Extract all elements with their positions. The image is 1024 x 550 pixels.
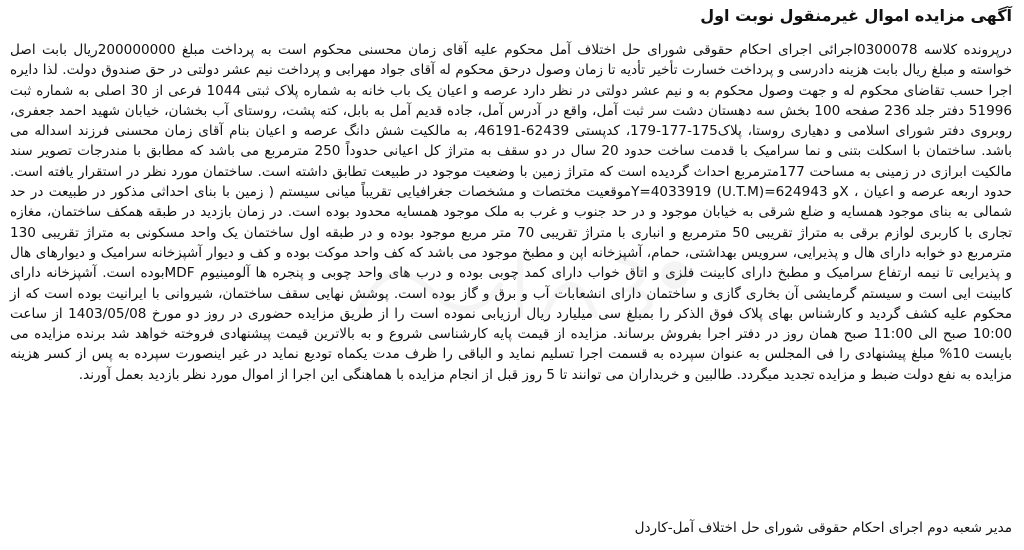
notice-body: درپرونده کلاسه 0300078اجرائی اجرای احکام حقوقی شورای حل اختلاف آمل محکوم علیه آقای زمان محسنی محکوم است به پرداخت مبلغ 200000000ریال بابت اصل خواسته و مبلغ ریال بابت هزینه دادرسی و پرداخت خسارت تأخیر تأدیه تا زمان وصول درحق محکوم له آقای جواد مهرابی و پرداخت نیم عشر دولتی در حق صندوق دولت. لذا دایره اجرا حسب تقاضای محکوم له و جهت وصول محکوم به و نیم عشر دولتی در نظر دارد عرصه و اعیان یک باب خانه به شماره پلاک ثبتی 1044 فرعی از 30 اصلی به شماره ثبت 51996 دفتر جلد 236 صفحه 100 بخش سه دهستان دشت سر ثبت آمل، واقع در آدرس آمل، جاده قدیم آمل به بابل، کته پشت، روستای آب بخشان، خیابان شهید احمد جعفری، روبروی دفتر شورای اسلامی و دهیاری روستا، پلاک175-177-179، کدپستی 62439-46191، به مالکیت شش دانگ عرصه و اعیان بنام آقای زمان محسنی فرزند اسداله می باشد. ساختمان با اسکلت بتنی و نما سرامیک با قدمت ساخت حدود 20 سال در دو سقف به متراژ کل اعیانی حدوداً 250 مترمربع می باشد که مطابق با مندرجات تصویر سند مالکیت ابرازی در زمینی به مساحت 177مترمربع احداث گردیده است که متراژ زمین با وضعیت موجود در طبیعت تطابق داشته است. ساختمان مورد نظر در استقرار یافته است. حدود اربعه عرصه و اعیان ، Xو 624943=Y=4033919 (U.T.M)موقعیت مختصات و مشخصات جغرافیایی تقریباً میانی سیستم ( زمین با بنای احداثی مذکور در طبیعت در حد شمالی به بنای موجود همسایه و ضلع شرقی به خیابان موجود و در حد جنوب و غرب به ملک موجود همسایه محدود بوده است. در زمان بازدید در طبقه همکف ساختمان، مغازه تجاری با کاربری لوازم برقی به متراژ تقریبی 50 مترمربع و انباری با متراژ تقریبی 70 متر مربع موجود بوده و در طبقه اول ساختمان یک واحد مسکونی به متراژ تقریبی 130 مترمربع دو خوابه دارای هال و پذیرایی، سرویس بهداشتی، حمام، آشپزخانه اپن و مطبخ موجود می باشد که کف واحد موکت بوده و کف و دیوار آشپزخانه سرامیک و دیوارهای هال و پذیرایی تا نیمه ارتفاع سرامیک و مطبخ دارای کابینت فلزی و اتاق خواب دارای کمد چوبی بوده و درب های واحد چوبی و پنجره ها آلومینیوم MDFبوده است. آشپزخانه دارای کابینت ایی است و سیستم گرمایشی آن بخاری گازی و ساختمان دارای انشعابات آب و برق و گاز بوده است. پوشش نهایی سقف ساختمان، شیروانی با ایرانیت بوده است که از محکوم علیه کشف گردید و کارشناس بهای پلاک فوق الذکر را بمبلغ سی میلیارد ریال ارزیابی نموده است را از طریق مزایده حضوری در روز دو مورخ 1403/05/08 از ساعت 10:00 صبح الی 11:00 صبح همان روز در دفتر اجرا بفروش برساند. مزایده از قیمت پایه کارشناسی شروع و به بالاترین قیمت پیشنهادی فروخته خواهد شد برنده مزایده می بایست 10% مبلغ پیشنهادی را فی المجلس به عنوان سپرده به قسمت اجرا تسلیم نماید و الباقی را ظرف مدت یکماه تودیع نماید در غیر اینصورت سپرده به پس از کسر هزینه مزایده به نفع دولت ضبط و مزایده تجدید میگردد. طالبین و خریداران می توانند تا 5 روز قبل از انجام مزایده با هماهنگی این اجرا از اموال مورد نظر بازدید بعمل آورند. — [10, 42, 1013, 383]
notice-title: آگهی مزایده اموال غیرمنقول نوبت اول — [700, 6, 1012, 25]
notice-signature: مدیر شعبه دوم اجرای احکام حقوقی شورای حل اختلاف آمل-کاردل — [634, 520, 1012, 536]
